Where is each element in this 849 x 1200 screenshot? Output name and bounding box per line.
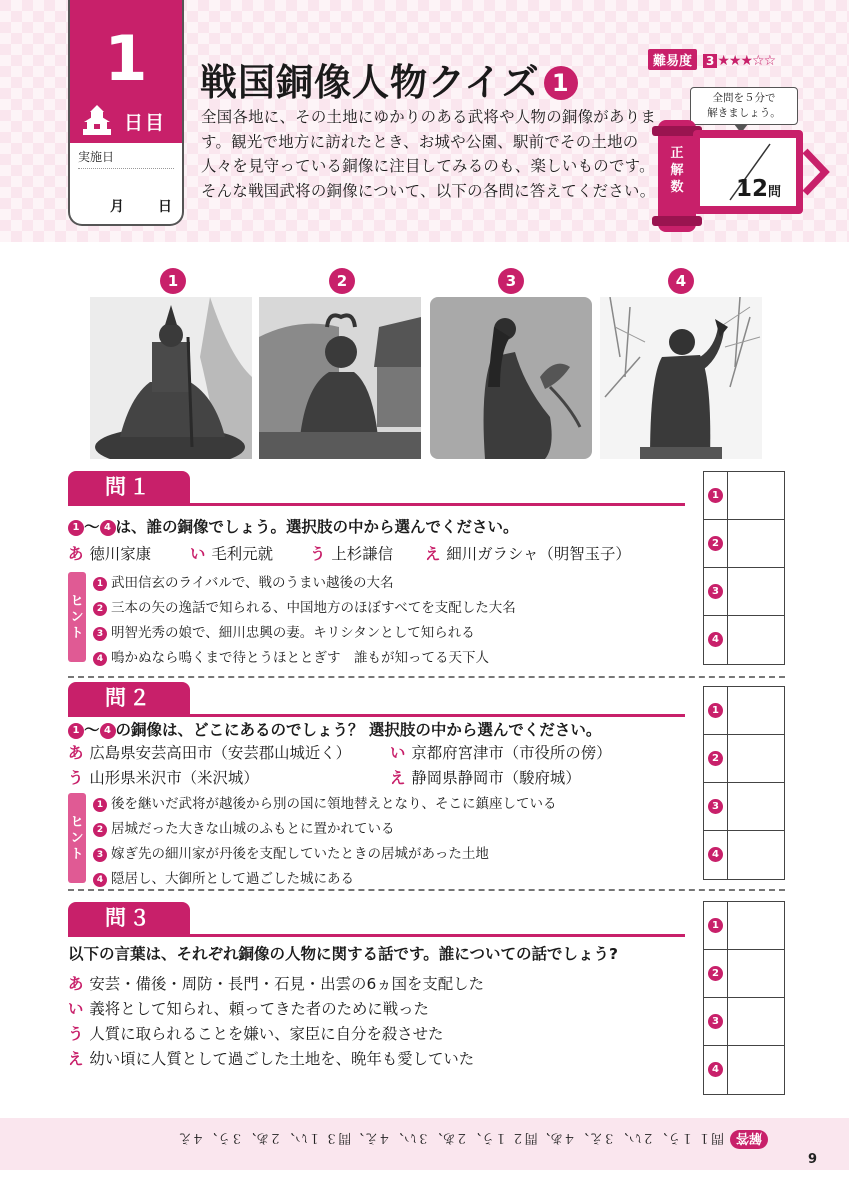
q2-tab: 問２ — [68, 682, 190, 715]
q2-answer-num-4: 4 — [708, 847, 723, 862]
statue-number-2: 2 — [329, 268, 355, 294]
q1-hint-1-text: 武田信玄のライバルで、戦のうまい越後の大名 — [111, 575, 394, 591]
q2-choice-u — [68, 766, 259, 788]
q2-answer-num-cell-1 — [704, 687, 728, 734]
q1-hint-4-num: 4 — [93, 652, 107, 666]
day-label: 日目 — [124, 112, 167, 134]
q1-underline — [68, 503, 685, 506]
q1-answer-num-1: 1 — [708, 488, 723, 503]
difficulty-label: 難易度 — [648, 49, 697, 70]
day-number: 1 — [104, 22, 148, 95]
q3-choice-u-kana: う — [68, 1025, 84, 1043]
q1-answer-row-1[interactable] — [704, 472, 784, 520]
q2-hint-1-text: 後を継いだ武将が越後から別の国に領地替えとなり、そこに鎮座している — [111, 796, 557, 812]
q1-hint-4-text: 鳴かぬなら鳴くまで待とうほととぎす 誰もが知ってる天下人 — [111, 650, 489, 666]
q2-prompt-num1: 1 — [68, 723, 84, 739]
q1-choice-i-text: 毛利元就 — [211, 545, 273, 563]
q1-choice-a-kana: あ — [68, 545, 84, 563]
q2-hint-2-num: 2 — [93, 823, 107, 837]
q2-answer-num-2: 2 — [708, 751, 723, 766]
q3-answer-row-2[interactable] — [704, 950, 784, 998]
q2-hint-label — [68, 793, 86, 883]
q1-choice-a — [68, 542, 151, 564]
statue-photo-4 — [600, 297, 762, 459]
q1-answer-grid — [703, 471, 785, 665]
q2-choice-i-text: 京都府宮津市（市役所の傍） — [411, 744, 612, 762]
correct-count-label: 正解数 — [670, 146, 684, 195]
q1-answer-num-cell-4 — [704, 616, 728, 664]
day-card — [68, 0, 184, 226]
q2-hint-2 — [93, 817, 395, 837]
q2-hint-3-num: 3 — [93, 848, 107, 862]
q2-choice-e — [390, 766, 581, 788]
q2-answer-row-4[interactable] — [704, 831, 784, 879]
q1-hint-2-num: 2 — [93, 602, 107, 616]
q1-choice-i-kana: い — [190, 545, 206, 563]
statue-photo-1 — [90, 297, 252, 459]
score-tube-cap-bottom — [652, 216, 702, 226]
q2-prompt-text: の銅像は、どこにあるのでしょう？ 選択肢の中から選んでください。 — [115, 721, 602, 739]
score-total — [736, 176, 781, 202]
q2-hint-1 — [93, 792, 557, 812]
intro-text: 全国各地に、その土地にゆかりのある武将や人物の銅像があります。観光で地方に訪れたとき、お城や公園、駅前でその土地の人々を見守っている銅像に注目してみるのも、楽しいものです。そんな戦国武将の銅像について、以下の各問に答えてください。 — [201, 108, 657, 200]
q1-prompt-tilde: ～ — [84, 518, 100, 536]
q1-hint-char-1: ヒ — [70, 594, 84, 609]
q2-underline — [68, 714, 685, 717]
date-dotted-line — [78, 168, 174, 169]
q2-hint-char-1: ヒ — [70, 815, 84, 830]
q2-answer-num-cell-3 — [704, 783, 728, 830]
score-total-number: 12 — [736, 176, 769, 202]
q1-answer-num-4: 4 — [708, 632, 723, 647]
q2-hint-char-2: ン — [70, 831, 84, 846]
q2-choice-i — [390, 741, 612, 763]
q2-answer-row-3[interactable] — [704, 783, 784, 831]
q1-hint-1 — [93, 571, 394, 591]
statue-photo-3 — [430, 297, 592, 459]
q3-answer-row-3[interactable] — [704, 998, 784, 1046]
q3-answer-num-2: 2 — [708, 966, 723, 981]
q2-hint-4-num: 4 — [93, 873, 107, 887]
q1-answer-row-3[interactable] — [704, 568, 784, 616]
q2-hint-4 — [93, 867, 354, 887]
q1-hint-4 — [93, 646, 489, 666]
q1-choice-e-text: 細川ガラシャ（明智玉子） — [446, 545, 631, 563]
q1-choice-u-text: 上杉謙信 — [331, 545, 393, 563]
q3-answer-num-cell-3 — [704, 998, 728, 1045]
q3-choice-u — [68, 1022, 443, 1044]
q3-choice-e — [68, 1047, 474, 1069]
q2-choice-e-kana: え — [390, 769, 406, 787]
q3-answer-num-cell-2 — [704, 950, 728, 997]
q1-hint-3-text: 明智光秀の娘で、細川忠興の妻。キリシタンとして知られる — [111, 625, 475, 641]
time-note-line1: 全問を５分で — [712, 92, 776, 104]
month-label: 月 — [110, 199, 124, 215]
statue-number-1: 1 — [160, 268, 186, 294]
q1-choice-e — [425, 542, 631, 564]
q2-prompt — [68, 718, 601, 740]
q1-answer-num-cell-1 — [704, 472, 728, 519]
q3-choice-i-text: 義将として知られ、頼ってきた者のために戦った — [89, 1000, 429, 1018]
q1-prompt — [68, 515, 519, 537]
q1-hint-char-2: ン — [70, 610, 84, 625]
q3-underline — [68, 934, 685, 937]
q2-answer-row-1[interactable] — [704, 687, 784, 735]
q2-hint-4-text: 隠居し、大御所として過ごした城にある — [111, 871, 354, 887]
q1-hint-2-text: 三本の矢の逸話で知られる、中国地方のほぼすべてを支配した大名 — [111, 600, 516, 616]
q3-choice-e-text: 幼い頃に人質として過ごした土地を、晩年も愛していた — [89, 1050, 475, 1068]
q1-hint-char-3: ト — [70, 626, 84, 641]
separator-2 — [68, 889, 785, 891]
q3-answer-num-3: 3 — [708, 1014, 723, 1029]
q2-choice-e-text: 静岡県静岡市（駿府城） — [411, 769, 581, 787]
page-title-text: 戦国銅像人物クイズ — [200, 61, 540, 104]
q2-prompt-num2: 4 — [100, 723, 116, 739]
answer-badge: 解答 — [730, 1130, 768, 1149]
q1-answer-num-cell-2 — [704, 520, 728, 567]
separator-1 — [68, 676, 785, 678]
q1-hint-3 — [93, 621, 475, 641]
q3-answer-row-4[interactable] — [704, 1046, 784, 1094]
page-title — [200, 52, 578, 106]
q3-answer-num-cell-1 — [704, 902, 728, 949]
q3-answer-num-cell-4 — [704, 1046, 728, 1094]
q1-choice-a-text: 徳川家康 — [89, 545, 151, 563]
score-total-unit: 問 — [768, 185, 782, 200]
q1-prompt-text: は、誰の銅像でしょう。選択肢の中から選んでください。 — [115, 518, 519, 536]
q2-choice-i-kana: い — [390, 744, 406, 762]
q1-choice-u-kana: う — [310, 545, 326, 563]
q3-answer-num-4: 4 — [708, 1062, 723, 1077]
q3-choice-a — [68, 972, 484, 994]
q2-hint-2-text: 居城だった大きな山城のふもとに置かれている — [111, 821, 395, 837]
q3-answer-grid — [703, 901, 785, 1095]
q3-answer-row-1[interactable] — [704, 902, 784, 950]
answer-key-text: 問１ １う、２い、３え、４あ、問２ １う、２あ、３い、４え、問３ １い、２あ、３う、４え — [178, 1130, 724, 1145]
q2-choice-a — [68, 741, 351, 763]
chevron-right-icon — [801, 147, 831, 197]
q2-prompt-tilde: ～ — [84, 721, 100, 739]
q1-hint-label — [68, 572, 86, 662]
q1-tab: 問１ — [68, 471, 190, 504]
statue-number-4: 4 — [668, 268, 694, 294]
time-note-line2: 解きましょう。 — [707, 107, 781, 119]
q3-choice-i — [68, 997, 429, 1019]
q1-answer-row-4[interactable] — [704, 616, 784, 664]
difficulty-level: 3 — [703, 54, 717, 68]
q2-hint-1-num: 1 — [93, 798, 107, 812]
q1-choice-e-kana: え — [425, 545, 441, 563]
difficulty-stars: ★★★☆☆ — [717, 53, 776, 69]
difficulty — [648, 49, 775, 70]
title-number-badge: 1 — [544, 66, 578, 100]
q1-answer-num-cell-3 — [704, 568, 728, 615]
q1-hint-2 — [93, 596, 516, 616]
q1-hint-1-num: 1 — [93, 577, 107, 591]
page-number: 9 — [808, 1152, 818, 1167]
q2-choice-u-text: 山形県米沢市（米沢城） — [89, 769, 259, 787]
q2-answer-num-cell-2 — [704, 735, 728, 782]
q1-answer-num-2: 2 — [708, 536, 723, 551]
date-label: 実施日 — [78, 150, 115, 164]
day-of-month-label: 日 — [158, 199, 172, 215]
q1-choice-u — [310, 542, 393, 564]
q2-answer-num-3: 3 — [708, 799, 723, 814]
answer-key-upside-down — [128, 1130, 768, 1149]
q3-prompt: 以下の言葉は、それぞれ銅像の人物に関する話です。誰についての話でしょう? — [68, 945, 618, 963]
q2-answer-num-1: 1 — [708, 703, 723, 718]
q3-choice-u-text: 人質に取られることを嫌い、家臣に自分を殺させた — [89, 1025, 444, 1043]
statue-photo-2 — [259, 297, 421, 459]
q3-choice-a-text: 安芸・備後・周防・長門・石見・出雲の6ヵ国を支配した — [89, 975, 484, 993]
q2-answer-num-cell-4 — [704, 831, 728, 879]
q1-hint-3-num: 3 — [93, 627, 107, 641]
q1-choice-i — [190, 542, 273, 564]
castle-icon — [80, 103, 114, 137]
q3-choice-a-kana: あ — [68, 975, 84, 993]
q3-choice-e-kana: え — [68, 1050, 84, 1068]
time-note — [690, 87, 798, 125]
q2-hint-3-text: 嫁ぎ先の細川家が丹後を支配していたときの居城があった土地 — [111, 846, 489, 862]
q2-choice-a-text: 広島県安芸高田市（安芸郡山城近く） — [89, 744, 352, 762]
q2-choice-a-kana: あ — [68, 744, 84, 762]
q2-choice-u-kana: う — [68, 769, 84, 787]
q3-choice-i-kana: い — [68, 1000, 84, 1018]
q3-tab: 問３ — [68, 902, 190, 935]
statue-number-3: 3 — [498, 268, 524, 294]
q2-answer-grid — [703, 686, 785, 880]
q1-answer-row-2[interactable] — [704, 520, 784, 568]
q1-prompt-num2: 4 — [100, 520, 116, 536]
q2-answer-row-2[interactable] — [704, 735, 784, 783]
q2-hint-3 — [93, 842, 489, 862]
q1-answer-num-3: 3 — [708, 584, 723, 599]
q1-prompt-num1: 1 — [68, 520, 84, 536]
day-card-top — [70, 0, 182, 143]
q2-hint-char-3: ト — [70, 847, 84, 862]
q3-answer-num-1: 1 — [708, 918, 723, 933]
